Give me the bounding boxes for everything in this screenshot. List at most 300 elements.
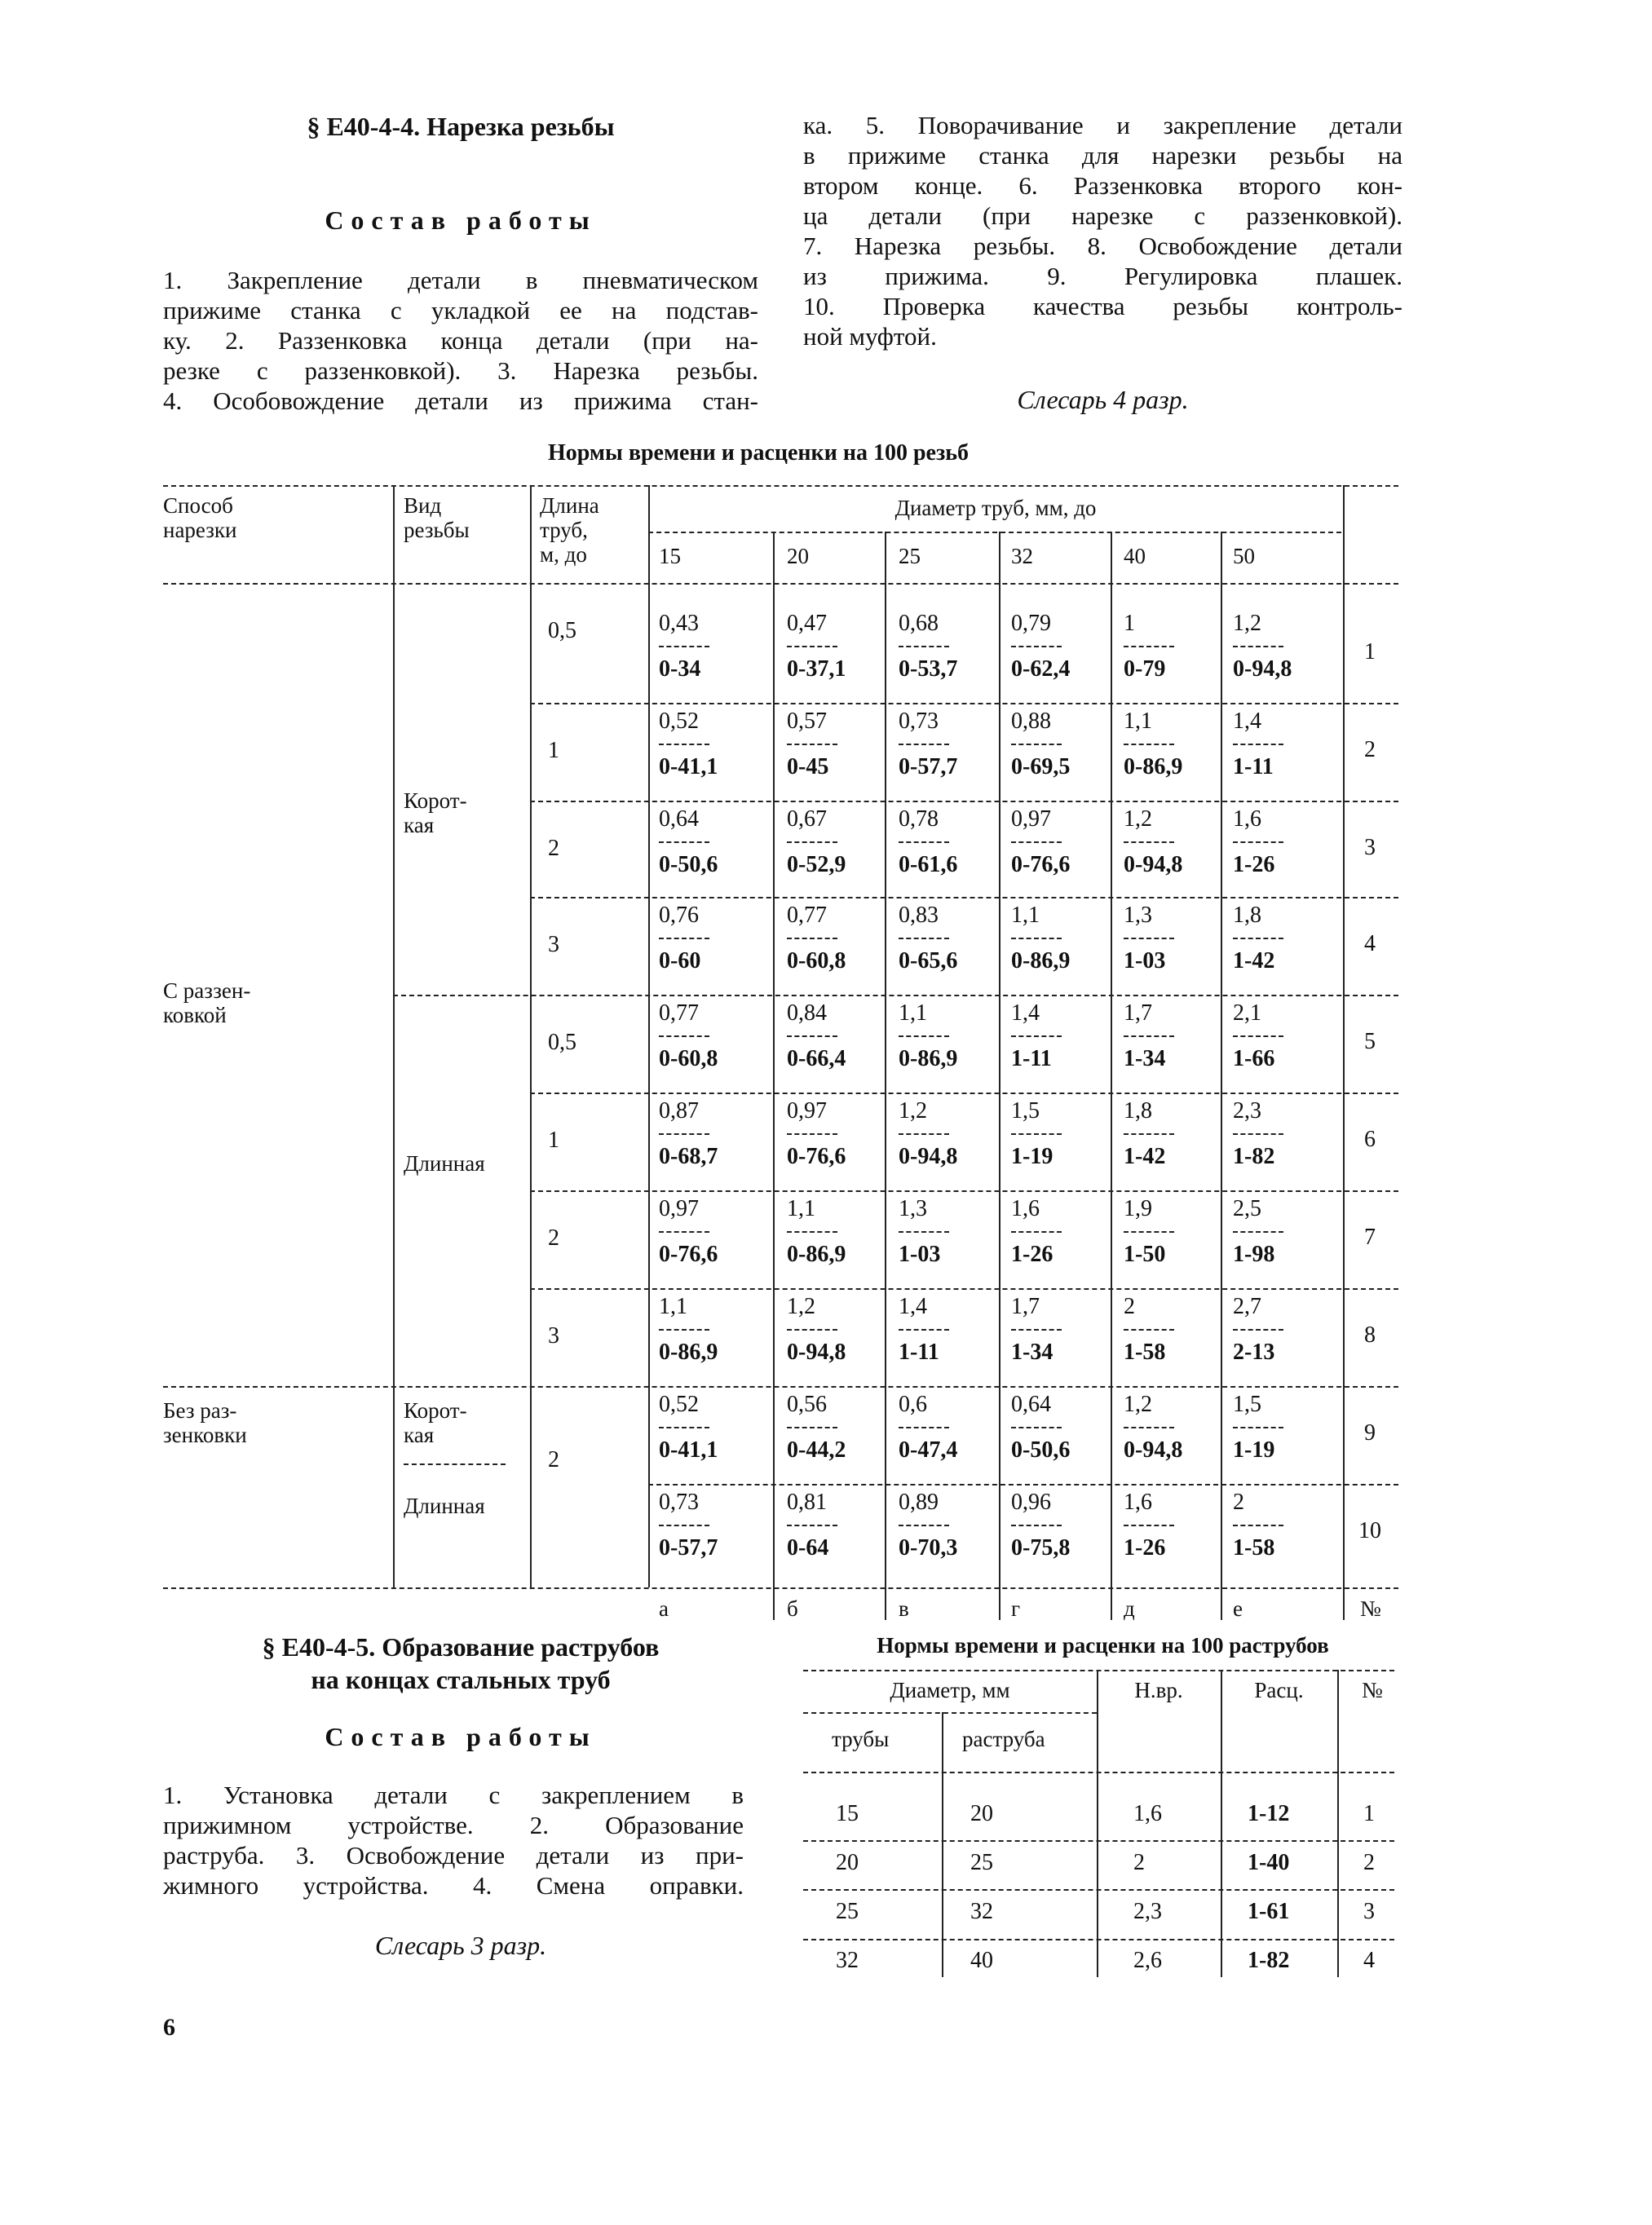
rate-cell: [659, 1393, 718, 1463]
pipe-diameter: 25: [836, 1899, 859, 1924]
rate-value: 0-50,6: [1011, 1437, 1071, 1463]
time-norm: 0,64: [659, 806, 699, 832]
rate-cell: [1124, 709, 1182, 779]
fraction-bar: [899, 1427, 949, 1428]
header-text: нарезки: [163, 518, 237, 542]
time-norm: 1,9: [1124, 1196, 1152, 1221]
text-line: 1. Закрепление детали в пневматическом: [163, 266, 758, 294]
time-norm: 1,6: [1133, 1801, 1162, 1826]
table-rule: [803, 1772, 1394, 1773]
table-rule: [803, 1939, 1394, 1940]
time-norm: 0,67: [787, 806, 827, 832]
rate-cell: [1011, 1099, 1062, 1169]
fraction-bar: [787, 1427, 837, 1428]
header-diameter: Диаметр труб, мм, до: [894, 496, 1097, 520]
table-rule: [803, 1712, 1097, 1714]
rate-value: 0-41,1: [659, 754, 718, 779]
column-letter: в: [899, 1596, 909, 1621]
rate-cell: [1233, 611, 1292, 682]
text-line: жимного устройства. 4. Смена оправки.: [163, 1871, 744, 1900]
rate-value: 0-94,8: [787, 1340, 846, 1365]
pipe-diameter: 15: [836, 1801, 859, 1826]
fraction-bar: [787, 1133, 837, 1135]
rate-cell: [1233, 903, 1283, 973]
title-line: на концах стальных труб: [311, 1665, 611, 1694]
thread-text: кая: [404, 1423, 435, 1447]
rate-value: 0-61,6: [899, 852, 958, 877]
rate-cell: [1011, 1197, 1062, 1267]
time-norm: 0,73: [659, 1490, 699, 1515]
worker-grade: Слесарь 4 разр.: [1017, 385, 1189, 414]
fraction-bar: [1124, 1427, 1174, 1428]
length-value: 3: [548, 932, 559, 957]
rate-cell: [787, 1197, 846, 1267]
rate-value: 0-94,8: [1233, 656, 1292, 682]
rate-value: 0-44,2: [787, 1437, 846, 1463]
rate-cell: [659, 903, 709, 973]
fraction-bar: [1011, 646, 1062, 647]
thread-short: [404, 1398, 467, 1447]
text-line: 4. Особовождение детали из прижима стан-: [163, 386, 758, 415]
rate-cell: [1233, 1393, 1283, 1463]
fraction-bar: [1233, 1427, 1283, 1428]
method-text: С раззен-: [163, 978, 251, 1003]
rate-cell: [899, 709, 957, 779]
method-text: ковкой: [163, 1003, 227, 1027]
column-letter: б: [787, 1596, 798, 1621]
fraction-bar: [1011, 841, 1062, 843]
text-line: прижимном устройстве. 2. Образование: [163, 1811, 744, 1839]
time-norm: 1,5: [1233, 1392, 1261, 1417]
fraction-bar: [899, 744, 949, 745]
method-text: зенковки: [163, 1423, 247, 1447]
time-norm: 0,56: [787, 1392, 827, 1417]
rate-value: 0-70,3: [899, 1535, 958, 1561]
rate-value: 1-82: [1248, 1948, 1290, 1973]
row-number: 3: [1363, 1899, 1375, 1924]
row-rule: [530, 897, 1398, 898]
length-value: 1: [548, 1128, 559, 1153]
time-norm: 0,96: [1011, 1490, 1051, 1515]
composition2-text: [163, 1780, 744, 1901]
rate-cell: [899, 1197, 949, 1267]
rate-cell: [1011, 807, 1070, 877]
fraction-bar: [1124, 1329, 1174, 1331]
fraction-bar: [1011, 1525, 1062, 1526]
header-diameter-32: 32: [1011, 544, 1033, 568]
rate-cell: [1124, 1099, 1174, 1169]
fraction-bar: [1233, 1133, 1283, 1135]
socket-diameter: 40: [970, 1948, 993, 1973]
rate-value: 1-03: [1124, 948, 1166, 973]
rate-value: 1-50: [1124, 1242, 1166, 1267]
row-rule: [530, 1190, 1398, 1192]
rate-cell: [899, 1393, 957, 1463]
fraction-bar: [1011, 938, 1062, 939]
time-norm: 1,1: [1011, 903, 1040, 928]
header-text: Длина: [540, 493, 599, 518]
fraction-bar: [659, 1133, 709, 1135]
fraction-bar: [1233, 646, 1283, 647]
time-norm: 1,3: [1124, 903, 1152, 928]
time-norm: 0,68: [899, 611, 939, 636]
time-norm: 0,6: [899, 1392, 927, 1417]
time-norm: 0,73: [899, 709, 939, 734]
header-thread: [404, 493, 470, 542]
rate-value: 0-76,6: [1011, 852, 1071, 877]
time-norm: 0,77: [659, 1000, 699, 1026]
fraction-bar: [1124, 646, 1174, 647]
row-number: 10: [1358, 1518, 1381, 1543]
rate-value: 0-86,9: [787, 1242, 846, 1267]
text-line: прижиме станка с укладкой ее на подстав-: [163, 296, 758, 324]
fraction-bar: [659, 744, 709, 745]
fraction-bar: [787, 646, 837, 647]
fraction-bar: [1011, 1231, 1062, 1233]
table-column-rule: [1111, 532, 1112, 1620]
header-diameter-40: 40: [1124, 544, 1146, 568]
time-norm: 0,78: [899, 806, 939, 832]
time-norm: 1,7: [1011, 1294, 1040, 1319]
fraction-bar: [659, 1525, 709, 1526]
rate-value: 1-11: [1011, 1046, 1052, 1071]
rate-cell: [1124, 1197, 1174, 1267]
time-norm: 2: [1133, 1850, 1145, 1875]
rate-cell: [659, 1099, 718, 1169]
table-column-rule: [1343, 485, 1345, 1620]
rate-cell: [1124, 611, 1174, 682]
rate-cell: [899, 1001, 957, 1071]
fraction-bar: [1233, 1035, 1283, 1037]
rate-cell: [1011, 709, 1070, 779]
rate-cell: [659, 807, 718, 877]
fraction-bar: [659, 1231, 709, 1233]
thread-text: кая: [404, 813, 435, 837]
fraction-bar: [787, 1525, 837, 1526]
row-number: 1: [1363, 1801, 1375, 1826]
rate-cell: [1124, 807, 1182, 877]
number-sign: №: [1360, 1596, 1381, 1621]
time-norm: 1,8: [1233, 903, 1261, 928]
rate-cell: [1233, 1001, 1283, 1071]
fraction-bar: [899, 1329, 949, 1331]
rate-value: 1-11: [899, 1340, 939, 1365]
rate-cell: [787, 1001, 846, 1071]
time-norm: 1,4: [1233, 709, 1261, 734]
thread-text: Корот-: [404, 788, 467, 813]
pipe-diameter: 32: [836, 1948, 859, 1973]
text-line: ца детали (при нарезке с раззенковкой).: [803, 201, 1402, 230]
rate-value: 1-12: [1248, 1801, 1290, 1826]
rate-cell: [899, 807, 957, 877]
rate-value: 1-58: [1233, 1535, 1275, 1561]
time-norm: 0,81: [787, 1490, 827, 1515]
length-value: 2: [548, 836, 559, 861]
fraction-bar: [1124, 1525, 1174, 1526]
time-norm: 0,89: [899, 1490, 939, 1515]
page-number: 6: [163, 2014, 175, 2041]
table-column-rule: [1221, 1670, 1222, 1977]
header-norm: Н.вр.: [1134, 1678, 1183, 1702]
rate-value: 0-75,8: [1011, 1535, 1071, 1561]
header-text: Способ: [163, 493, 233, 518]
fraction-bar: [1011, 1329, 1062, 1331]
rate-value: 0-37,1: [787, 656, 846, 682]
time-norm: 0,52: [659, 1392, 699, 1417]
time-norm: 1,7: [1124, 1000, 1152, 1026]
row-rule: [404, 1463, 506, 1465]
time-norm: 2,3: [1133, 1899, 1162, 1924]
title-line: § Е40-4-5. Образование раструбов: [262, 1632, 660, 1662]
fraction-bar: [899, 1133, 949, 1135]
rate-cell: [899, 903, 957, 973]
rate-cell: [1011, 611, 1070, 682]
rate-value: 0-68,7: [659, 1144, 718, 1169]
row-rule: [530, 801, 1398, 802]
time-norm: 2: [1233, 1490, 1244, 1515]
rate-value: 0-41,1: [659, 1437, 718, 1463]
row-number: 5: [1364, 1029, 1376, 1054]
fraction-bar: [787, 1035, 837, 1037]
time-norm: 1,2: [899, 1098, 927, 1124]
fraction-bar: [787, 1231, 837, 1233]
fraction-bar: [1124, 744, 1174, 745]
row-rule: [648, 1484, 1398, 1486]
time-norm: 0,79: [1011, 611, 1051, 636]
thread-text: Корот-: [404, 1398, 467, 1423]
rate-value: 0-57,7: [899, 754, 958, 779]
fraction-bar: [1233, 841, 1283, 843]
rate-value: 1-34: [1011, 1340, 1053, 1365]
rate-value: 1-40: [1248, 1850, 1290, 1875]
header-rate: Расц.: [1254, 1678, 1304, 1702]
table-column-rule: [773, 532, 775, 1620]
fraction-bar: [659, 1329, 709, 1331]
fraction-bar: [1124, 1035, 1174, 1037]
time-norm: 1,5: [1011, 1098, 1040, 1124]
section2-title: [163, 1631, 758, 1696]
time-norm: 1,3: [899, 1196, 927, 1221]
header-diameter-25: 25: [899, 544, 921, 568]
fraction-bar: [1233, 1329, 1283, 1331]
thread-long: Длинная: [404, 1151, 485, 1176]
text-line: раструба. 3. Освобождение детали из при-: [163, 1841, 744, 1870]
length-value: 1: [548, 738, 559, 763]
text-line: резке с раззенковкой). 3. Нарезка резьбы.: [163, 356, 758, 385]
length-value: 3: [548, 1323, 559, 1349]
time-norm: 1,2: [1124, 1392, 1152, 1417]
fraction-bar: [1124, 1133, 1174, 1135]
fraction-bar: [1124, 1231, 1174, 1233]
fraction-bar: [659, 938, 709, 939]
method-text: Без раз-: [163, 1398, 237, 1423]
rate-cell: [1011, 1393, 1070, 1463]
time-norm: 0,77: [787, 903, 827, 928]
table-rule: [803, 1840, 1394, 1842]
rate-cell: [1011, 1490, 1070, 1561]
rate-value: 0-79: [1124, 656, 1166, 682]
table-rule: [163, 583, 1398, 585]
time-norm: 1: [1124, 611, 1135, 636]
length-value: 2: [548, 1447, 559, 1472]
time-norm: 0,83: [899, 903, 939, 928]
fraction-bar: [899, 646, 949, 647]
rate-value: 0-34: [659, 656, 701, 682]
socket-diameter: 32: [970, 1899, 993, 1924]
rate-cell: [787, 611, 846, 682]
header-pipe: трубы: [832, 1727, 890, 1751]
table-rule: [803, 1889, 1394, 1891]
text-line: 1. Установка детали с закреплением в: [163, 1781, 744, 1809]
row-number: 1: [1364, 639, 1376, 664]
rate-value: 1-26: [1011, 1242, 1053, 1267]
table-column-rule: [1097, 1670, 1098, 1977]
composition-title: Состав работы: [325, 205, 597, 235]
rate-cell: [1233, 1295, 1283, 1365]
rate-value: 0-60,8: [659, 1046, 718, 1071]
rate-cell: [659, 709, 718, 779]
time-norm: 1,4: [1011, 1000, 1040, 1026]
row-number: 4: [1363, 1948, 1375, 1973]
row-number: 2: [1364, 737, 1376, 762]
text-line: из прижима. 9. Регулировка плашек.: [803, 262, 1402, 290]
header-diameter-20: 20: [787, 544, 809, 568]
time-norm: 0,97: [1011, 806, 1051, 832]
rate-value: 0-94,8: [1124, 1437, 1183, 1463]
rate-cell: [899, 611, 957, 682]
row-rule: [530, 1093, 1398, 1094]
rate-cell: [787, 1393, 846, 1463]
header-diameter: Диаметр, мм: [890, 1678, 1010, 1702]
header-text: м, до: [540, 542, 587, 567]
time-norm: 2,6: [1133, 1948, 1162, 1973]
rate-cell: [899, 1295, 949, 1365]
header-diameter-50: 50: [1233, 544, 1255, 568]
table-rule: [163, 485, 1398, 487]
rate-cell: [1011, 903, 1070, 973]
time-norm: 2,5: [1233, 1196, 1261, 1221]
rate-value: 0-50,6: [659, 852, 718, 877]
fraction-bar: [1233, 1231, 1283, 1233]
method-with-countersink: [163, 978, 250, 1027]
fraction-bar: [1011, 1133, 1062, 1135]
fraction-bar: [899, 1035, 949, 1037]
time-norm: 1,8: [1124, 1098, 1152, 1124]
composition-left-text: [163, 265, 758, 416]
time-norm: 0,57: [787, 709, 827, 734]
rate-value: 0-64: [787, 1535, 829, 1561]
time-norm: 1,4: [899, 1294, 927, 1319]
fraction-bar: [787, 1329, 837, 1331]
text-line: ку. 2. Раззенковка конца детали (при на-: [163, 326, 758, 355]
rate-cell: [1124, 1490, 1174, 1561]
header-method: [163, 493, 236, 542]
rate-cell: [659, 1001, 718, 1071]
fraction-bar: [787, 744, 837, 745]
row-number: 7: [1364, 1225, 1376, 1250]
time-norm: 0,87: [659, 1098, 699, 1124]
rate-cell: [787, 1295, 846, 1365]
row-rule: [530, 703, 1398, 704]
row-number: 4: [1364, 931, 1376, 956]
table1-caption: Нормы времени и расценки на 100 резьб: [547, 440, 970, 466]
rate-value: 1-03: [899, 1242, 941, 1267]
fraction-bar: [1011, 1035, 1062, 1037]
rate-value: 0-94,8: [1124, 852, 1183, 877]
time-norm: 1,6: [1233, 806, 1261, 832]
section-title: § Е40-4-4. Нарезка резьбы: [307, 112, 615, 141]
fraction-bar: [787, 841, 837, 843]
rate-cell: [1233, 807, 1283, 877]
rate-value: 1-61: [1248, 1899, 1290, 1924]
time-norm: 2: [1124, 1294, 1135, 1319]
text-line: 7. Нарезка резьбы. 8. Освобождение детали: [803, 232, 1402, 260]
fraction-bar: [1011, 1427, 1062, 1428]
time-norm: 0,88: [1011, 709, 1051, 734]
table-column-rule: [393, 485, 395, 1587]
table-column-rule: [1221, 532, 1222, 1620]
row-rule: [163, 1587, 1398, 1589]
rate-value: 0-94,8: [899, 1144, 958, 1169]
row-number: 2: [1363, 1850, 1375, 1875]
time-norm: 0,76: [659, 903, 699, 928]
time-norm: 0,64: [1011, 1392, 1051, 1417]
length-value: 2: [548, 1225, 559, 1251]
rate-value: 2-13: [1233, 1340, 1275, 1365]
fraction-bar: [1124, 938, 1174, 939]
rate-cell: [1124, 1393, 1182, 1463]
rate-value: 1-82: [1233, 1144, 1275, 1169]
rate-value: 1-58: [1124, 1340, 1166, 1365]
time-norm: 2,7: [1233, 1294, 1261, 1319]
table-column-rule: [885, 532, 886, 1620]
fraction-bar: [1233, 938, 1283, 939]
time-norm: 1,6: [1011, 1196, 1040, 1221]
fraction-bar: [899, 938, 949, 939]
fraction-bar: [1011, 744, 1062, 745]
rate-cell: [659, 1295, 718, 1365]
pipe-diameter: 20: [836, 1850, 859, 1875]
rate-value: 0-86,9: [659, 1340, 718, 1365]
time-norm: 0,47: [787, 611, 827, 636]
time-norm: 1,1: [899, 1000, 927, 1026]
header-diameter-15: 15: [659, 544, 681, 568]
rate-value: 0-76,6: [787, 1144, 846, 1169]
fraction-bar: [659, 1427, 709, 1428]
rate-cell: [787, 1490, 837, 1561]
rate-cell: [1124, 1001, 1174, 1071]
rate-value: 1-19: [1011, 1144, 1053, 1169]
length-value: 0,5: [548, 1030, 576, 1055]
rate-value: 0-69,5: [1011, 754, 1071, 779]
length-value: 0,5: [548, 618, 576, 643]
socket-diameter: 25: [970, 1850, 993, 1875]
fraction-bar: [899, 1525, 949, 1526]
worker-grade-2: Слесарь 3 разр.: [374, 1931, 547, 1960]
rate-value: 0-86,9: [899, 1046, 958, 1071]
table-column-rule: [999, 532, 1000, 1620]
text-line: 10. Проверка качества резьбы контроль-: [803, 292, 1402, 320]
fraction-bar: [787, 938, 837, 939]
time-norm: 0,84: [787, 1000, 827, 1026]
rate-cell: [1233, 1490, 1283, 1561]
rate-value: 0-60: [659, 948, 701, 973]
table-column-rule: [530, 485, 532, 1587]
rate-cell: [899, 1099, 957, 1169]
time-norm: 1,1: [1124, 709, 1152, 734]
rate-cell: [899, 1490, 957, 1561]
rate-cell: [787, 709, 837, 779]
